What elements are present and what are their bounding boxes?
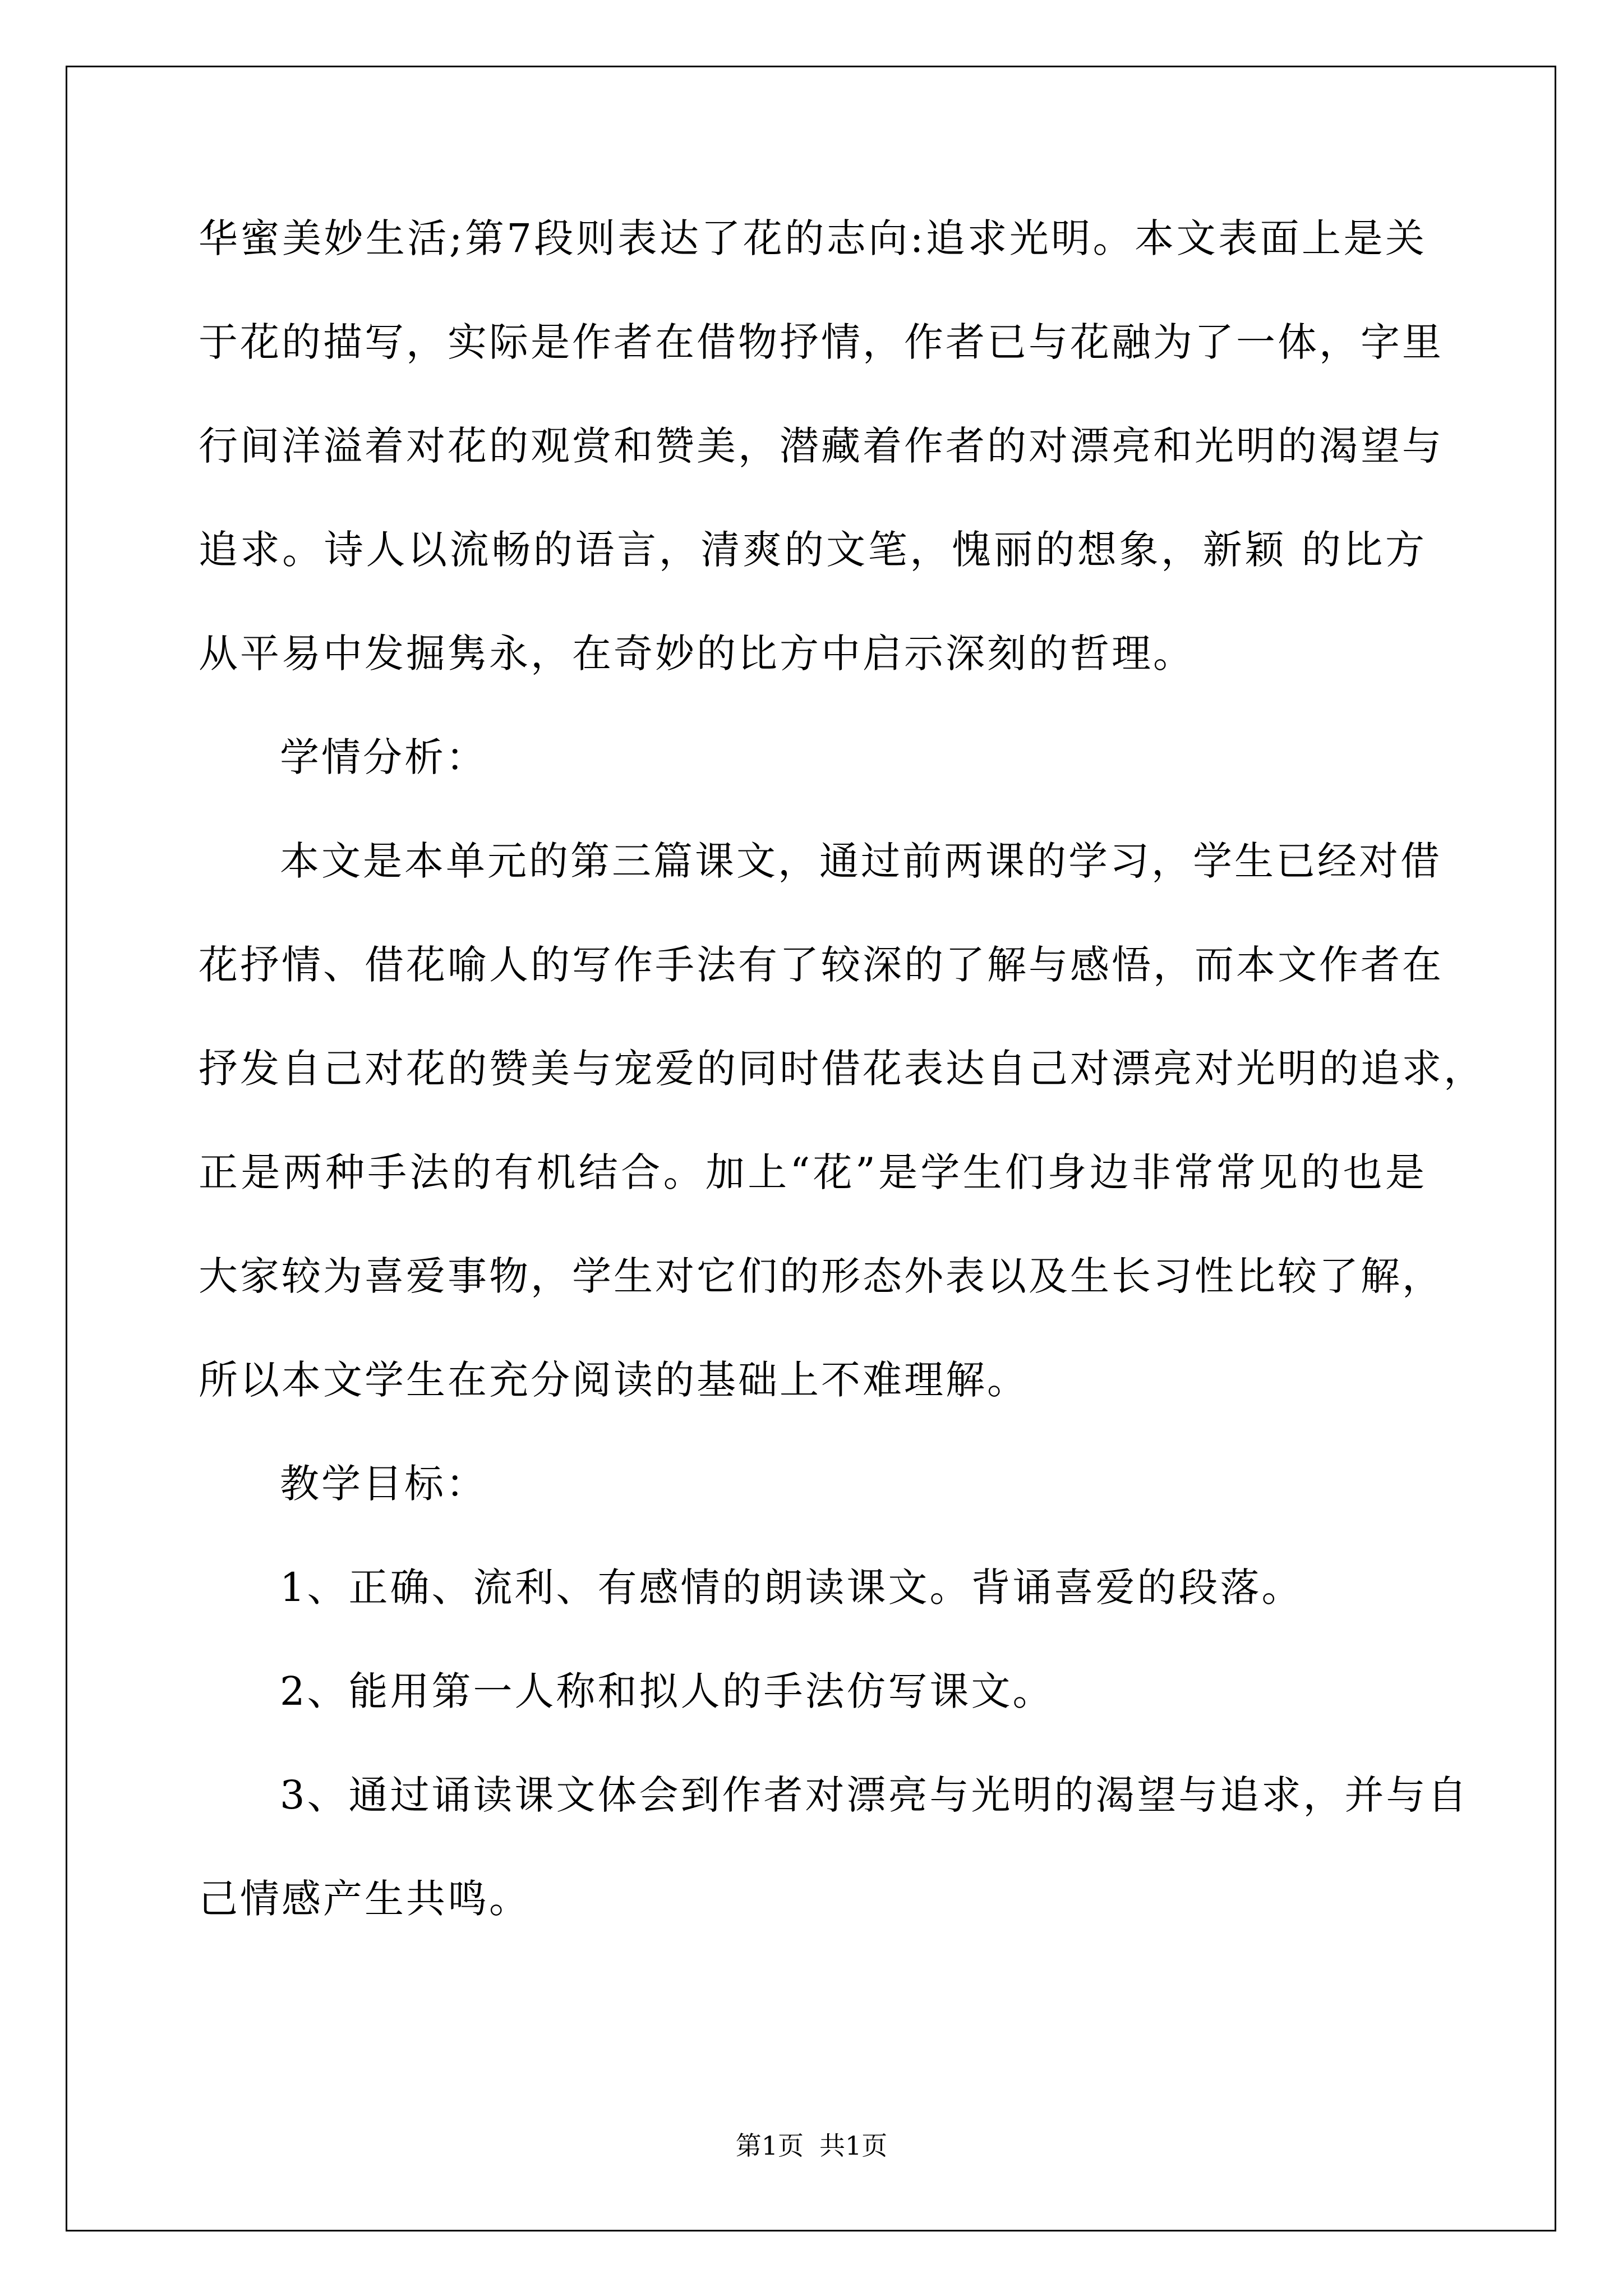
page-number: 第1页	[735, 2131, 804, 2161]
paragraph-line: 于花的描写，实际是作者在借物抒情，作者已与花融为了一体，字里	[199, 319, 1444, 365]
paragraph-line: 正是两种手法的有机结合。加上“花”是学生们身边非常常见的也是	[199, 1149, 1427, 1195]
page-footer	[0, 2129, 1623, 2162]
list-item: 3、通过诵读课文体会到作者对漂亮与光明的渴望与追求，并与自	[280, 1772, 1469, 1818]
list-item-continuation: 己情感产生共鸣。	[199, 1876, 531, 1922]
paragraph-line: 本文是本单元的第三篇课文，通过前两课的学习，学生已经对借	[280, 838, 1442, 884]
list-item: 2、能用第一人称和拟人的手法仿写课文。	[280, 1668, 1054, 1714]
paragraph-line: 行间洋溢着对花的观赏和赞美，潜藏着作者的对漂亮和光明的渴望与	[199, 423, 1444, 469]
paragraph-line: 追求。诗人以流畅的语言，清爽的文笔，愧丽的想象，新颖 的比方	[199, 527, 1427, 573]
section-heading: 学情分析：	[280, 734, 487, 780]
paragraph-line: 华蜜美妙生活;第7段则表达了花的志向:追求光明。本文表面上是关	[199, 215, 1427, 261]
page-total: 共1页	[819, 2131, 888, 2161]
paragraph-line: 大家较为喜爱事物，学生对它们的形态外表以及生长习性比较了解，	[199, 1253, 1444, 1299]
paragraph-line: 从平易中发掘隽永，在奇妙的比方中启示深刻的哲理。	[199, 631, 1195, 677]
paragraph-line: 所以本文学生在充分阅读的基础上不难理解。	[199, 1357, 1029, 1403]
paragraph-line: 抒发自己对花的赞美与宠爱的同时借花表达自己对漂亮对光明的追求，	[199, 1046, 1485, 1092]
list-item: 1、正确、流利、有感情的朗读课文。背诵喜爱的段落。	[280, 1565, 1303, 1611]
section-heading: 教学目标：	[280, 1461, 487, 1507]
paragraph-line: 花抒情、借花喻人的写作手法有了较深的了解与感悟，而本文作者在	[199, 942, 1444, 988]
